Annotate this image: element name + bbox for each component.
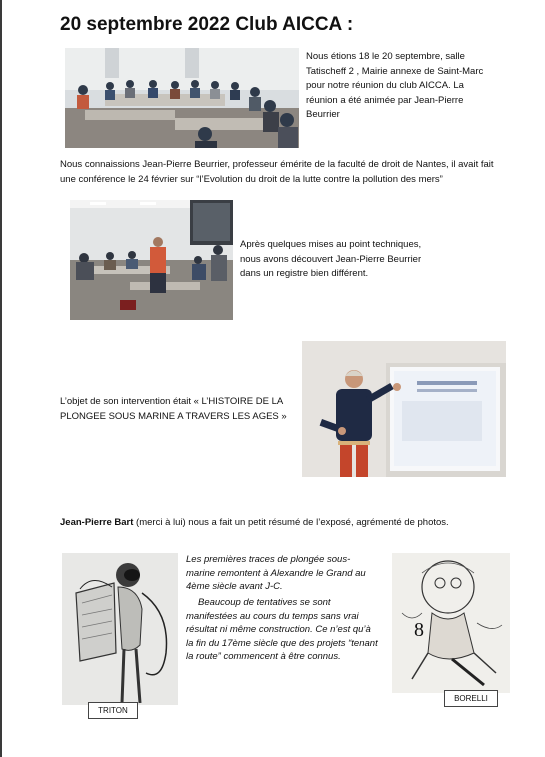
page-title: 20 septembre 2022 Club AICCA : bbox=[60, 14, 354, 35]
speaker-background-paragraph: Nous connaissions Jean-Pierre Beurrier, professeur émérite de la faculté de droit de Nantes, il avait fait une conférence le 24 février sur “l’Evolution du droit de la lutte contre la pollution des mers” bbox=[60, 159, 494, 185]
borelli-caption: BORELLI bbox=[444, 690, 498, 707]
triton-caption: TRITON bbox=[88, 702, 138, 719]
borelli-figure-number: 8 bbox=[414, 619, 424, 641]
meeting-photo-1 bbox=[65, 48, 299, 148]
topic-paragraph: L’objet de son intervention était « L’HISTOIRE DE LA PLONGEE SOUS MARINE A TRAVERS LES AGES » bbox=[60, 396, 287, 422]
summary-paragraph bbox=[60, 516, 510, 531]
triton-illustration bbox=[62, 553, 178, 705]
page-border bbox=[0, 0, 2, 757]
author-name: Jean-Pierre Bart bbox=[60, 517, 134, 528]
borelli-illustration bbox=[392, 553, 510, 693]
speaker-photo bbox=[302, 341, 506, 477]
history-intro: Les premières traces de plongée sous-marine remontent à Alexandre le Grand au 4ème siècle avant J-C. bbox=[186, 554, 366, 592]
intro-paragraph: Nous étions 18 le 20 septembre, salle Tatischeff 2 , Mairie annexe de Saint-Marc pour notre réunion du club AICCA. La réunion a été animée par Jean-Pierre Beurrier bbox=[306, 51, 484, 120]
history-details: Beaucoup de tentatives se sont manifestées au cours du temps sans vrai résultat ni même construction. Ce n’est qu’à la fin du 17ème siècle que des projets “tenant la route” commencent à être connus. bbox=[186, 597, 378, 662]
meeting-photo-2 bbox=[70, 200, 233, 320]
summary-text: (merci à lui) nous a fait un petit résumé de l’exposé, agrémenté de photos. bbox=[133, 517, 449, 528]
setup-paragraph: Après quelques mises au point techniques, nous avons découvert Jean-Pierre Beurrier dans un registre bien différent. bbox=[240, 239, 422, 279]
